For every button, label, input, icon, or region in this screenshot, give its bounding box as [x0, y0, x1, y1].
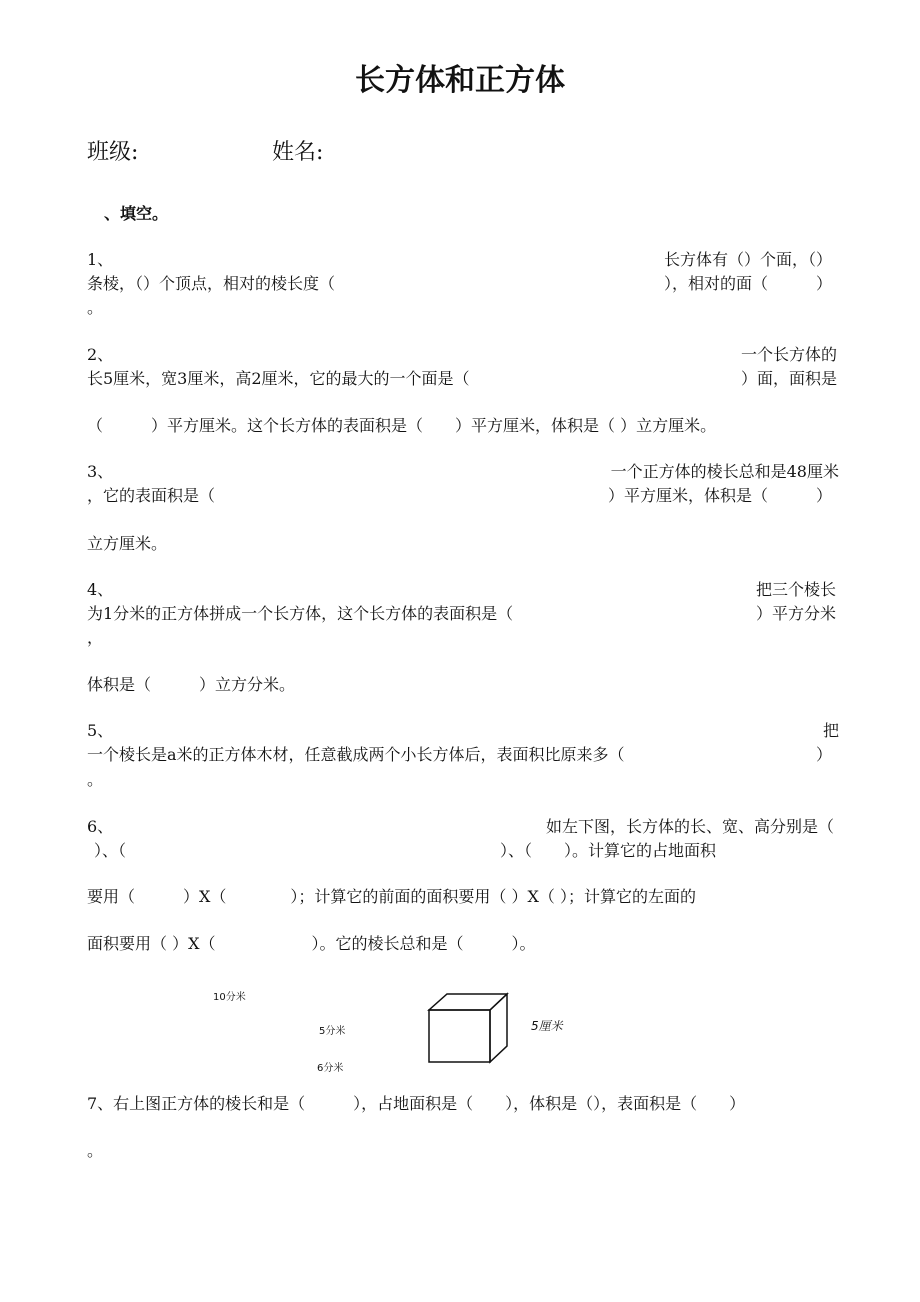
q6-line2-left: ）、（ [94, 841, 127, 860]
q6-line2-right: ）、（ ）。计算它的占地面积 [500, 841, 717, 860]
q3-number: 3、 [87, 462, 114, 481]
q2-number: 2、 [87, 345, 114, 364]
q2-line1: 一个长方体的 [740, 345, 837, 364]
q5-number: 5、 [87, 721, 114, 740]
q3-line3: 立方厘米。 [87, 534, 168, 553]
rect-height-label: 5分米 [319, 1026, 346, 1037]
q3-line1: 一个正方体的棱长总和是48厘米 [610, 462, 839, 481]
q2-line2-left: 长5厘米，宽3厘米，高2厘米，它的最大的一个面是（ [87, 369, 470, 388]
q2-line3: （ ）平方厘米。这个长方体的表面积是（ ）平方厘米，体积是（ ）立方厘米。 [87, 416, 717, 435]
q6-number: 6、 [87, 817, 114, 836]
q3-line2-right: ）平方厘米，体积是（ ） [607, 486, 832, 505]
q7-line2: 。 [87, 1141, 104, 1160]
q2-line2-right: ）面，面积是 [740, 369, 837, 388]
q6-line1: 如左下图，长方体的长、宽、高分别是（ [545, 817, 834, 836]
cube-edge-label: 5厘米 [531, 1019, 563, 1033]
q5-line3: 。 [87, 770, 104, 789]
q5-line1: 把 [822, 721, 839, 740]
q5-line2-right: ） [815, 745, 832, 764]
section-heading: 、填空。 [104, 204, 169, 223]
q7-line1: 7、右上图正方体的棱长和是（ ），占地面积是（ ），体积是（），表面积是（ ） [87, 1094, 746, 1113]
q4-line4: 体积是（ ）立方分米。 [87, 675, 296, 694]
q4-line3: ， [87, 628, 104, 647]
rect-length-label: 10分米 [213, 992, 246, 1003]
name-label: 姓名: [272, 140, 324, 165]
q5-line2-left: 一个棱长是a米的正方体木材，任意截成两个小长方体后，表面积比原来多（ [87, 745, 625, 764]
q6-line3: 要用（ ）X（ ）；计算它的前面的面积要用（ ）X（ ）；计算它的左面的 [87, 887, 696, 906]
q4-number: 4、 [87, 580, 114, 599]
q4-line2-right: ）平方分米 [755, 604, 836, 623]
q1-line1: 长方体有（）个面，（） [663, 250, 832, 269]
q4-line2-left: 为1分米的正方体拼成一个长方体，这个长方体的表面积是（ [87, 604, 514, 623]
rect-width-label: 6分米 [317, 1063, 344, 1074]
cube-front-face [429, 1010, 490, 1062]
q3-line2-left: ，它的表面积是（ [87, 486, 216, 505]
q1-line3: 。 [87, 298, 104, 317]
q1-line2-left: 条棱，（）个顶点，相对的棱长度（ [87, 274, 336, 293]
page-title: 长方体和正方体 [355, 63, 565, 98]
q6-line4: 面积要用（ ）X（ ）。它的棱长总和是（ ）。 [87, 934, 536, 953]
class-label: 班级: [87, 140, 139, 165]
cube-top-face [429, 994, 507, 1010]
q4-line1: 把三个棱长 [755, 580, 836, 599]
q1-line2-right: ），相对的面（ ） [663, 274, 832, 293]
cube-side-face [490, 994, 507, 1062]
cube-figure [420, 985, 520, 1070]
q1-number: 1、 [87, 250, 114, 269]
